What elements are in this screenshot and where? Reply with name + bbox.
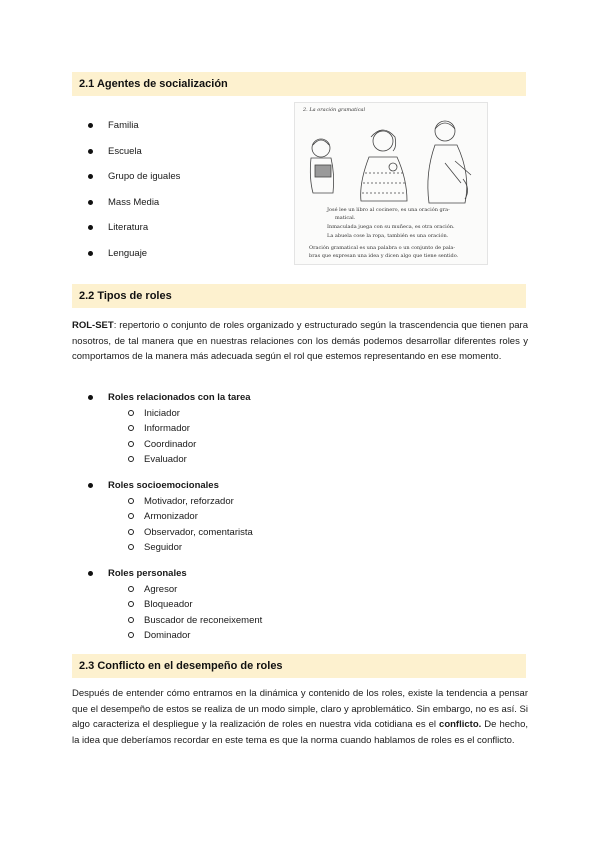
figure-caption-line: bras que expresan una idea y dicen algo que tiene sentido. xyxy=(309,253,459,259)
rol-set-definition: : repertorio o conjunto de roles organizado y estructurado según la trascendencia que tienen para nosotros, de tal manera que en nuestras relaciones con los demás podemos desarrollar diferentes roles y comportamos de la manera más adecuada según el rol que estemos representando en ese momento. xyxy=(72,320,528,362)
list-item: Lenguaje xyxy=(88,247,180,273)
conflicto-paragraph xyxy=(72,686,528,748)
list-item: Evaluador xyxy=(88,452,251,468)
conflicto-bold-word: conflicto. xyxy=(439,719,482,730)
figure-caption-line: Oración gramatical es una palabra o un conjunto de pala- xyxy=(309,245,456,251)
boy-head xyxy=(312,139,330,157)
list-item: Seguidor xyxy=(88,540,253,556)
section-header-conflicto: 2.3 Conflicto en el desempeño de roles xyxy=(72,654,526,678)
illustration-figure xyxy=(294,102,488,265)
list-item: Agresor xyxy=(88,582,262,598)
list-item: Mass Media xyxy=(88,196,180,222)
rol-set-paragraph xyxy=(72,318,528,365)
group-title: Roles personales xyxy=(88,566,262,582)
figure-caption-line: La abuela cose la ropa, también es una oración. xyxy=(327,233,449,239)
group-title: Roles relacionados con la tarea xyxy=(88,390,251,406)
group-title: Roles socioemocionales xyxy=(88,478,253,494)
list-item: Observador, comentarista xyxy=(88,525,253,541)
figure-caption-line: José lee un libro al cocinero, es una oración gra- xyxy=(327,207,450,213)
list-item: Motivador, reforzador xyxy=(88,494,253,510)
list-item: Informador xyxy=(88,421,251,437)
list-item: Buscador de reconeixement xyxy=(88,613,262,629)
figure-caption-line: matical. xyxy=(335,215,356,221)
list-item: Literatura xyxy=(88,221,180,247)
list-item: Grupo de iguales xyxy=(88,170,180,196)
girl-head xyxy=(373,131,393,151)
girl-dress xyxy=(361,157,407,201)
book xyxy=(315,165,331,177)
figure-caption-line: Inmaculada juega con su muñeca, es otra oración. xyxy=(327,224,455,230)
roles-group-socioemocionales xyxy=(88,478,253,556)
conflicto-text-after: De hecho, la idea que deberíamos recordar en este tema es que la norma cuando hablamos de roles es el conflicto. xyxy=(72,719,529,746)
section-header-tipos: 2.2 Tipos de roles xyxy=(72,284,526,308)
list-item: Armonizador xyxy=(88,509,253,525)
figure-heading: 2. La oración gramatical xyxy=(303,107,366,113)
roles-group-tarea xyxy=(88,390,251,468)
section-header-agentes: 2.1 Agentes de socialización xyxy=(72,72,526,96)
grandmother-head xyxy=(435,121,455,141)
agentes-list xyxy=(88,119,180,272)
children-drawing xyxy=(295,113,487,213)
list-item: Iniciador xyxy=(88,406,251,422)
list-item: Dominador xyxy=(88,628,262,644)
grandmother-body xyxy=(428,145,467,203)
list-item: Bloqueador xyxy=(88,597,262,613)
conflicto-text-before: Después de entender cómo entramos en la dinámica y contenido de los roles, existe la tendencia a pensar que el desempeño de estos se realiza de un modo simple, claro y aproblemático. Sin embargo, no es así. Si algo caracteriza el despliegue y la realización de roles en nuestra vida cotidiana es el xyxy=(72,688,528,730)
roles-group-personales xyxy=(88,566,262,644)
list-item: Coordinador xyxy=(88,437,251,453)
list-item: Escuela xyxy=(88,145,180,171)
doll xyxy=(389,163,397,171)
rol-set-term: ROL-SET xyxy=(72,320,114,331)
list-item: Familia xyxy=(88,119,180,145)
